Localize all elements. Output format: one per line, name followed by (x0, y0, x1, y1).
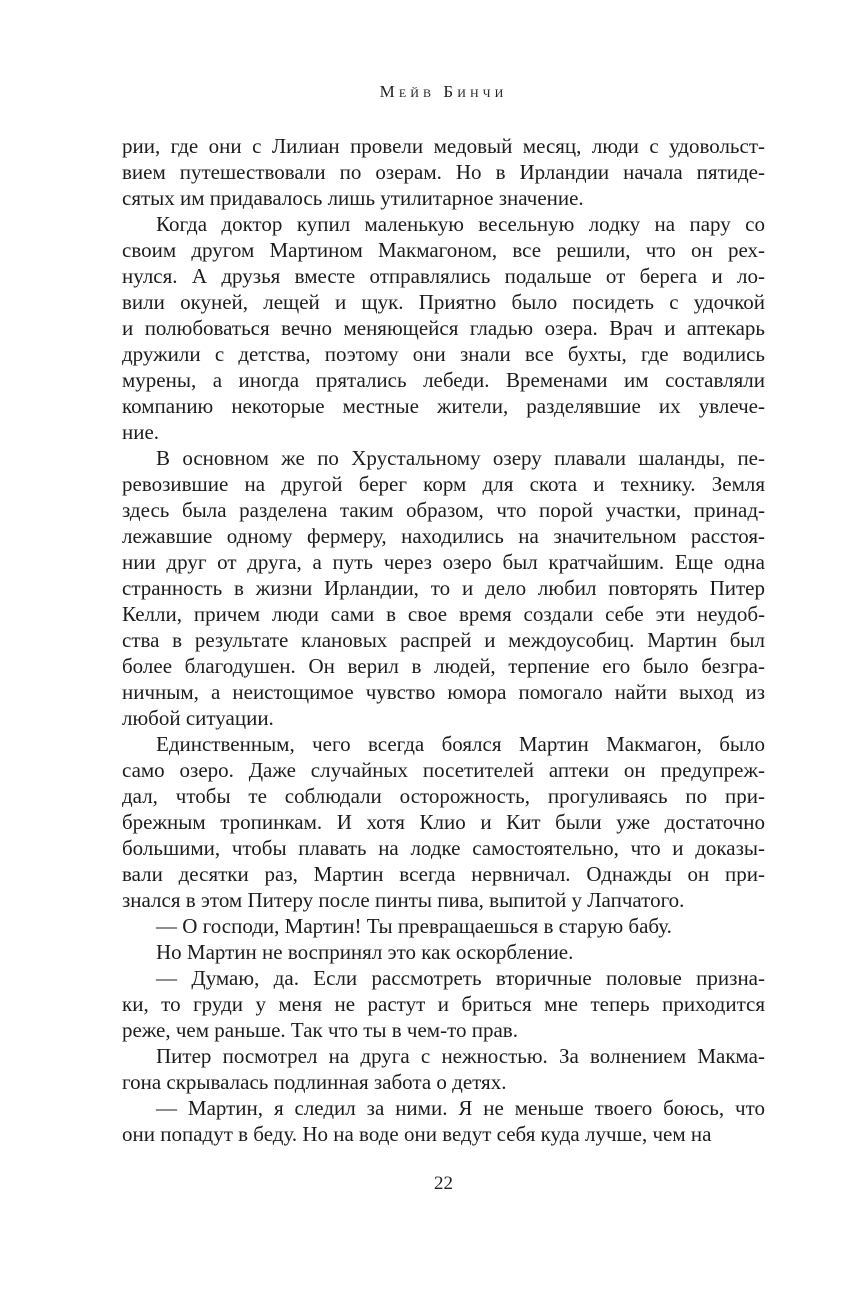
text-line: сятых им придавалось лишь утилитарное значение. (122, 186, 584, 210)
text-line: ки, то груди у меня не растут и бриться мне теперь приходится (122, 992, 765, 1016)
text-line: здесь была разделена таким образом, что порой участки, принад- (122, 498, 765, 522)
text-line: — Думаю, да. Если рассмотреть вторичные половые призна- (156, 966, 765, 990)
running-header: Мейв Бинчи (379, 82, 508, 101)
text-line: брежным тропинкам. И хотя Клио и Кит были уже достаточно (122, 810, 765, 834)
text-line: — О господи, Мартин! Ты превращаешься в старую бабу. (156, 914, 672, 938)
text-line: дружили с детства, поэтому они знали все бухты, где водились (122, 342, 765, 366)
page-number: 22 (434, 1173, 453, 1194)
text-line: реже, чем раньше. Так что ты в чем-то прав. (122, 1018, 518, 1042)
text-line: само озеро. Даже случайных посетителей аптеки он предупреж- (122, 758, 765, 782)
text-line: мурены, а иногда прятались лебеди. Временами им составляли (122, 368, 765, 392)
text-line: они попадут в беду. Но на воде они ведут себя куда лучше, чем на (122, 1122, 712, 1146)
paragraph (122, 133, 765, 211)
text-line: Единственным, чего всегда боялся Мартин Макмагон, было (156, 732, 765, 756)
paragraph (122, 445, 765, 731)
text-line: компанию некоторые местные жители, разделявшие их увлече- (122, 394, 765, 418)
text-line: ничным, а неистощимое чувство юмора помогало найти выход из (122, 680, 765, 704)
text-line: гона скрывалась подлинная забота о детях. (122, 1070, 507, 1094)
text-line: Но Мартин не воспринял это как оскорбление. (156, 940, 574, 964)
text-line: Келли, причем люди сами в свое время создали себе эти неудоб- (122, 602, 765, 626)
text-line: В основном же по Хрустальному озеру плавали шаланды, пе- (156, 446, 765, 470)
text-line: нии друг от друга, а путь через озеро был кратчайшим. Еще одна (122, 550, 765, 574)
text-line: ревозившие на другой берег корм для скота и технику. Земля (122, 472, 765, 496)
text-line: ства в результате клановых распрей и междоусобиц. Мартин был (122, 628, 765, 652)
text-line: знался в этом Питеру после пинты пива, выпитой у Лапчатого. (122, 888, 685, 912)
text-line: дал, чтобы те соблюдали осторожность, прогуливаясь по при- (122, 784, 765, 808)
text-line: вали десятки раз, Мартин всегда нервничал. Однажды он при- (122, 862, 765, 886)
text-line: лежавшие одному фермеру, находились на значительном расстоя- (122, 524, 765, 548)
text-line: вием путешествовали по озерам. Но в Ирландии начала пятиде- (122, 160, 765, 184)
text-line: нулся. А друзья вместе отправлялись подальше от берега и ло- (122, 264, 765, 288)
paragraph (122, 731, 765, 913)
text-line: — Мартин, я следил за ними. Я не меньше твоего боюсь, что (156, 1096, 765, 1120)
text-line: любой ситуации. (122, 706, 274, 730)
text-line: рии, где они с Лилиан провели медовый месяц, люди с удовольст- (122, 134, 765, 158)
paragraph (122, 211, 765, 445)
text-line: странность в жизни Ирландии, то и дело любил повторять Питер (122, 576, 765, 600)
paragraph (122, 1095, 765, 1147)
paragraph (122, 913, 765, 939)
text-block (122, 133, 765, 1147)
text-line: Когда доктор купил маленькую весельную лодку на пару со (156, 212, 765, 236)
text-line: большими, чтобы плавать на лодке самостоятельно, что и доказы- (122, 836, 765, 860)
text-line: Питер посмотрел на друга с нежностью. За волнением Макма- (156, 1044, 765, 1068)
text-line: более благодушен. Он верил в людей, терпение его было безгра- (122, 654, 765, 678)
text-line: своим другом Мартином Макмагоном, все решили, что он рех- (122, 238, 765, 262)
text-line: вили окуней, лещей и щук. Приятно было посидеть с удочкой (122, 290, 765, 314)
text-line: и полюбоваться вечно меняющейся гладью озера. Врач и аптекарь (122, 316, 765, 340)
paragraph (122, 939, 765, 965)
paragraph (122, 1043, 765, 1095)
paragraph (122, 965, 765, 1043)
text-line: ние. (122, 420, 160, 444)
